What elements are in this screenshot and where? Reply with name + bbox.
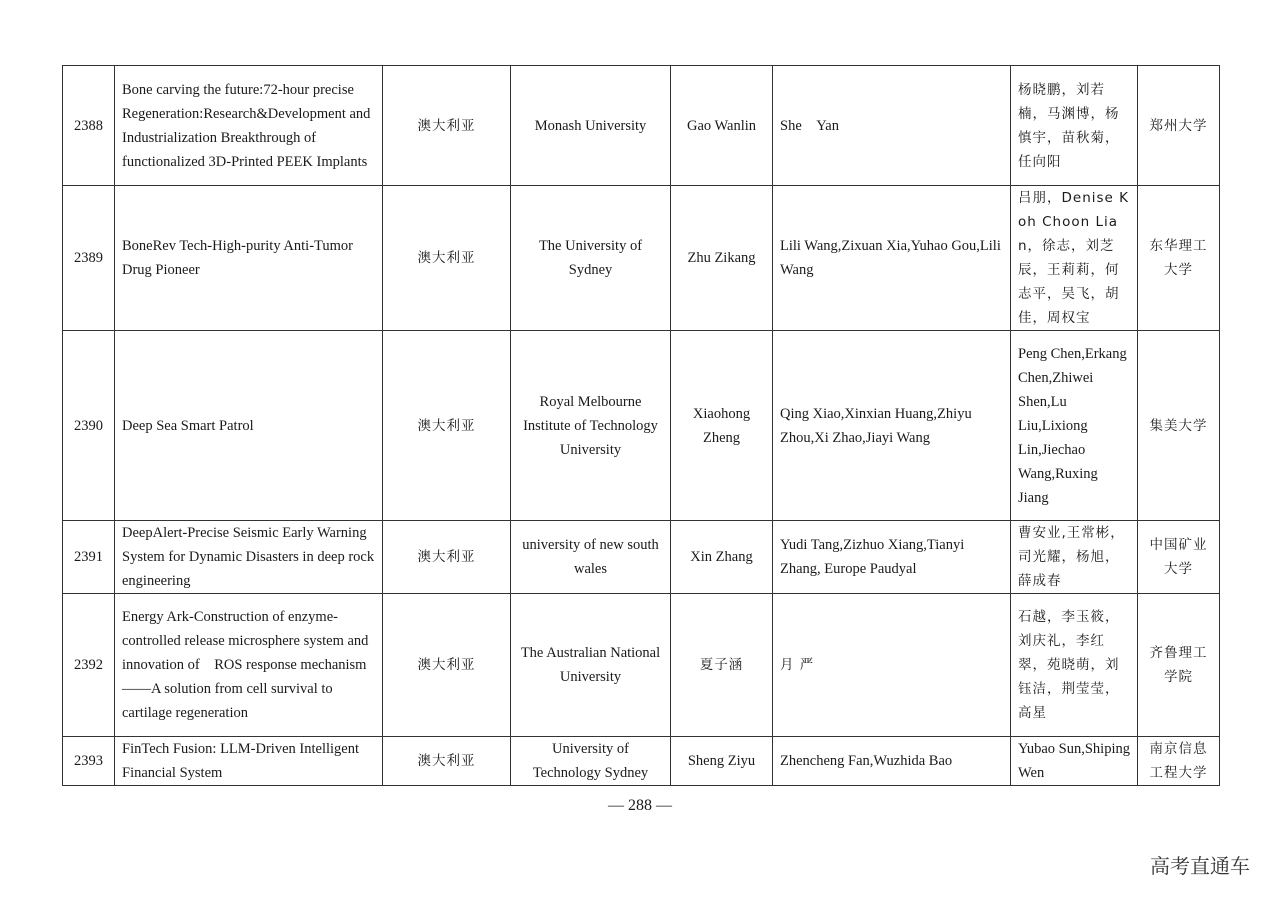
cell-project-title: DeepAlert-Precise Seismic Early Warning System for Dynamic Disasters in deep rock engineering: [115, 521, 383, 594]
cell-school: 齐鲁理工学院: [1138, 594, 1220, 737]
cell-school: 郑州大学: [1138, 66, 1220, 186]
cell-university: university of new south wales: [511, 521, 671, 594]
cell-country: 澳大利亚: [383, 594, 511, 737]
cell-university: Royal Melbourne Institute of Technology University: [511, 331, 671, 521]
table-body: [63, 66, 1220, 786]
cell-members: She Yan: [773, 66, 1011, 186]
cell-school: 集美大学: [1138, 331, 1220, 521]
cell-university: University of Technology Sydney: [511, 737, 671, 786]
cell-project-title: Deep Sea Smart Patrol: [115, 331, 383, 521]
cell-leader: Zhu Zikang: [671, 186, 773, 331]
page-number: — 288 —: [608, 797, 672, 814]
cell-leader: Xiaohong Zheng: [671, 331, 773, 521]
cell-leader: Gao Wanlin: [671, 66, 773, 186]
cell-cn-members: Yubao Sun,Shiping Wen: [1011, 737, 1138, 786]
cell-number: 2390: [63, 331, 115, 521]
table-row: [63, 66, 1220, 186]
cell-country: 澳大利亚: [383, 66, 511, 186]
table-row: [63, 737, 1220, 786]
cell-university: The Australian National University: [511, 594, 671, 737]
cell-number: 2389: [63, 186, 115, 331]
cell-cn-members: 曹安业,王常彬，司光耀，杨旭，薛成春: [1011, 521, 1138, 594]
cell-leader: Xin Zhang: [671, 521, 773, 594]
watermark-logo: 高考直通车: [1150, 854, 1250, 878]
cell-members: Yudi Tang,Zizhuo Xiang,Tianyi Zhang, Europe Paudyal: [773, 521, 1011, 594]
cell-school: 中国矿业大学: [1138, 521, 1220, 594]
cell-number: 2391: [63, 521, 115, 594]
cell-members: Lili Wang,Zixuan Xia,Yuhao Gou,Lili Wang: [773, 186, 1011, 331]
cell-university: Monash University: [511, 66, 671, 186]
cell-leader: 夏子涵: [671, 594, 773, 737]
table-row: [63, 331, 1220, 521]
cell-school: 东华理工大学: [1138, 186, 1220, 331]
cell-project-title: FinTech Fusion: LLM-Driven Intelligent Financial System: [115, 737, 383, 786]
table-row: [63, 186, 1220, 331]
cell-number: 2388: [63, 66, 115, 186]
cell-country: 澳大利亚: [383, 186, 511, 331]
cell-school: 南京信息工程大学: [1138, 737, 1220, 786]
cell-project-title: BoneRev Tech-High-purity Anti-Tumor Drug Pioneer: [115, 186, 383, 331]
cell-leader: Sheng Ziyu: [671, 737, 773, 786]
cell-country: 澳大利亚: [383, 331, 511, 521]
cell-members: Qing Xiao,Xinxian Huang,Zhiyu Zhou,Xi Zhao,Jiayi Wang: [773, 331, 1011, 521]
cell-members: 月 严: [773, 594, 1011, 737]
cell-cn-members: 吕朋，Denise Koh Choon Lian，徐志，刘芝辰，王莉莉，何志平，吴飞，胡佳，周权宝: [1011, 186, 1138, 331]
cell-university: The University of Sydney: [511, 186, 671, 331]
table-row: [63, 521, 1220, 594]
cell-cn-members: 杨晓鹏，刘若楠，马渊博，杨慎宇，苗秋菊，任向阳: [1011, 66, 1138, 186]
table-row: [63, 594, 1220, 737]
cell-country: 澳大利亚: [383, 737, 511, 786]
cell-number: 2393: [63, 737, 115, 786]
cell-project-title: Bone carving the future:72-hour precise Regeneration:Research&Development and Industrialization Breakthrough of functionalized 3D-Printed PEEK Implants: [115, 66, 383, 186]
cell-country: 澳大利亚: [383, 521, 511, 594]
project-table: [62, 65, 1220, 786]
cell-cn-members: 石越，李玉筱，刘庆礼，李红翠，苑晓萌，刘钰洁，荆莹莹，高星: [1011, 594, 1138, 737]
cell-number: 2392: [63, 594, 115, 737]
cell-members: Zhencheng Fan,Wuzhida Bao: [773, 737, 1011, 786]
cell-cn-members: Peng Chen,Erkang Chen,Zhiwei Shen,Lu Liu,Lixiong Lin,Jiechao Wang,Ruxing Jiang: [1011, 331, 1138, 521]
cell-project-title: Energy Ark-Construction of enzyme-controlled release microsphere system and innovation of ROS response mechanism ——A solution from cell survival to cartilage regeneration: [115, 594, 383, 737]
